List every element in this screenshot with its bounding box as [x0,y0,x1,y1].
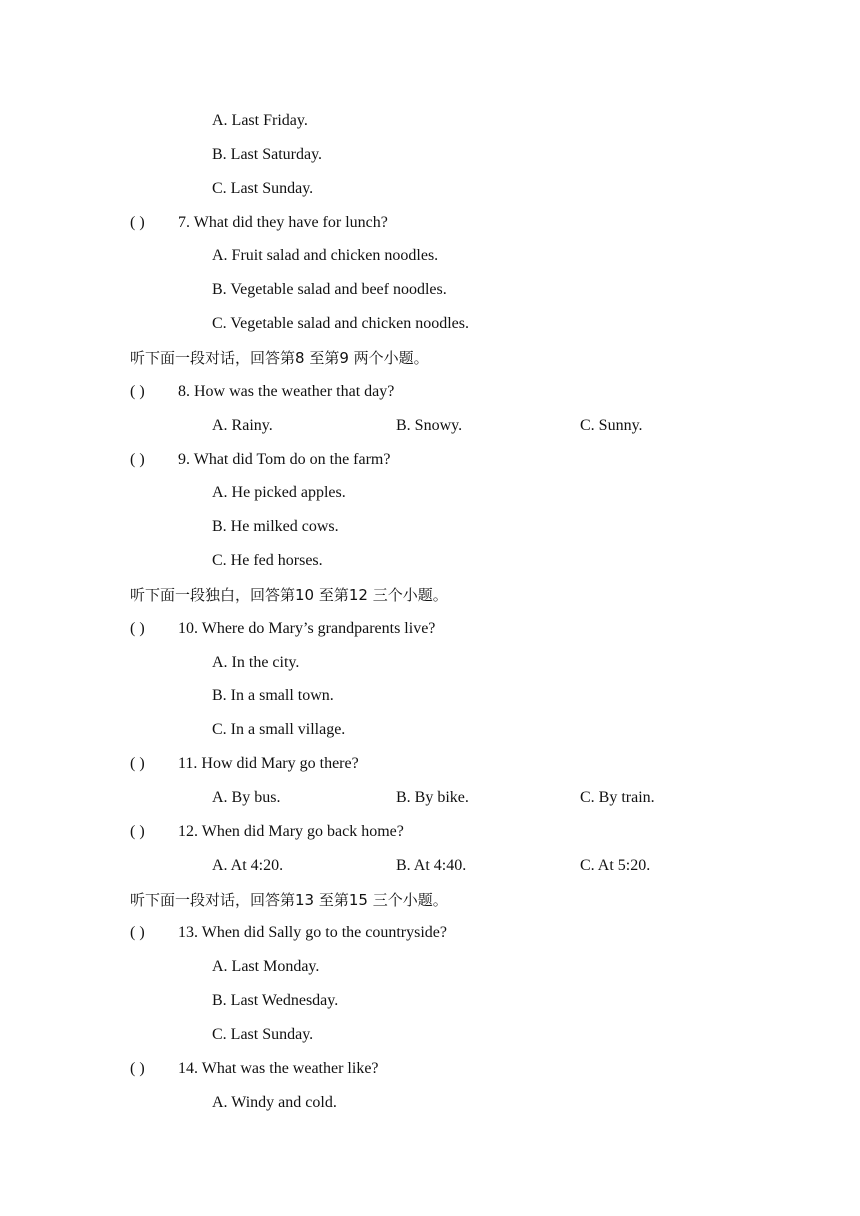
answer-option: B. Snowy. [396,416,463,434]
section-instruction-line [0,346,860,370]
answer-option-line [0,109,860,133]
question-line [0,921,860,945]
answer-option-line [0,1023,860,1047]
answer-option-line [0,684,860,708]
answer-option: B. Vegetable salad and beef noodles. [212,281,447,299]
answer-options-row [0,854,860,878]
section-instruction: 听下面一段对话，回答第8 至第9 两个小题。 [130,348,429,367]
question-text: 13. When did Sally go to the countryside? [178,924,447,942]
answer-option-line [0,515,860,539]
answer-option-line [0,955,860,979]
answer-option: B. By bike. [396,789,469,806]
answer-option: A. By bus. [212,789,281,806]
question-line [0,380,860,404]
question-text: 8. How was the weather that day? [178,382,395,400]
question-text: 12. When did Mary go back home? [178,822,404,840]
answer-option-line [0,143,860,167]
question-line [0,752,860,776]
section-instruction: 听下面一段对话，回答第13 至第15 三个小题。 [130,890,448,909]
answer-option: C. By train. [580,789,655,806]
answer-option: B. At 4:40. [396,856,467,874]
answer-option: C. At 5:20. [580,856,651,874]
answer-option-line [0,278,860,302]
answer-option: A. In the city. [212,653,300,671]
section-instruction: 听下面一段独白，回答第10 至第12 三个小题。 [130,585,448,604]
answer-option: C. Sunny. [580,416,643,434]
answer-option: A. Fruit salad and chicken noodles. [212,247,439,265]
answer-option: C. In a small village. [212,721,346,739]
question-line [0,448,860,472]
answer-option: A. Rainy. [212,416,273,434]
section-instruction-line [0,888,860,912]
answer-option: A. Windy and cold. [212,1093,337,1111]
answer-blank[interactable]: ( ) [130,619,145,637]
answer-option-line [0,651,860,675]
answer-option-line [0,312,860,336]
answer-blank[interactable]: ( ) [130,450,145,468]
answer-option: C. Vegetable salad and chicken noodles. [212,315,469,333]
answer-option-line [0,244,860,268]
answer-option: B. In a small town. [212,687,334,705]
question-line [0,211,860,235]
answer-blank[interactable]: ( ) [130,213,145,231]
answer-option-line [0,549,860,573]
question-text: 14. What was the weather like? [178,1059,379,1077]
answer-options-row [0,414,860,438]
answer-option: C. He fed horses. [212,552,323,570]
question-line [0,1057,860,1081]
answer-option-line [0,718,860,742]
question-text: 10. Where do Mary’s grandparents live? [178,619,436,637]
question-text: 11. How did Mary go there? [178,755,359,773]
question-text: 9. What did Tom do on the farm? [178,450,391,468]
question-text: 7. What did they have for lunch? [178,213,388,231]
answer-option-line [0,1091,860,1115]
answer-option: A. At 4:20. [212,856,284,874]
answer-blank[interactable]: ( ) [130,1059,145,1077]
section-instruction-line [0,583,860,607]
answer-option-line [0,177,860,201]
answer-blank[interactable]: ( ) [130,924,145,942]
answer-option: A. He picked apples. [212,484,346,502]
answer-option: C. Last Sunday. [212,1025,314,1043]
answer-blank[interactable]: ( ) [130,822,145,840]
answer-blank[interactable]: ( ) [130,382,145,400]
answer-option: B. He milked cows. [212,518,339,536]
answer-option: C. Last Sunday. [212,179,314,197]
question-line [0,820,860,844]
question-line [0,617,860,641]
answer-option-line [0,481,860,505]
answer-option: B. Last Wednesday. [212,992,339,1010]
answer-option: A. Last Monday. [212,958,320,976]
answer-blank[interactable]: ( ) [130,755,145,773]
answer-option: A. Last Friday. [212,112,308,129]
answer-option: B. Last Saturday. [212,145,323,163]
answer-option-line [0,989,860,1013]
answer-options-row [0,786,860,810]
